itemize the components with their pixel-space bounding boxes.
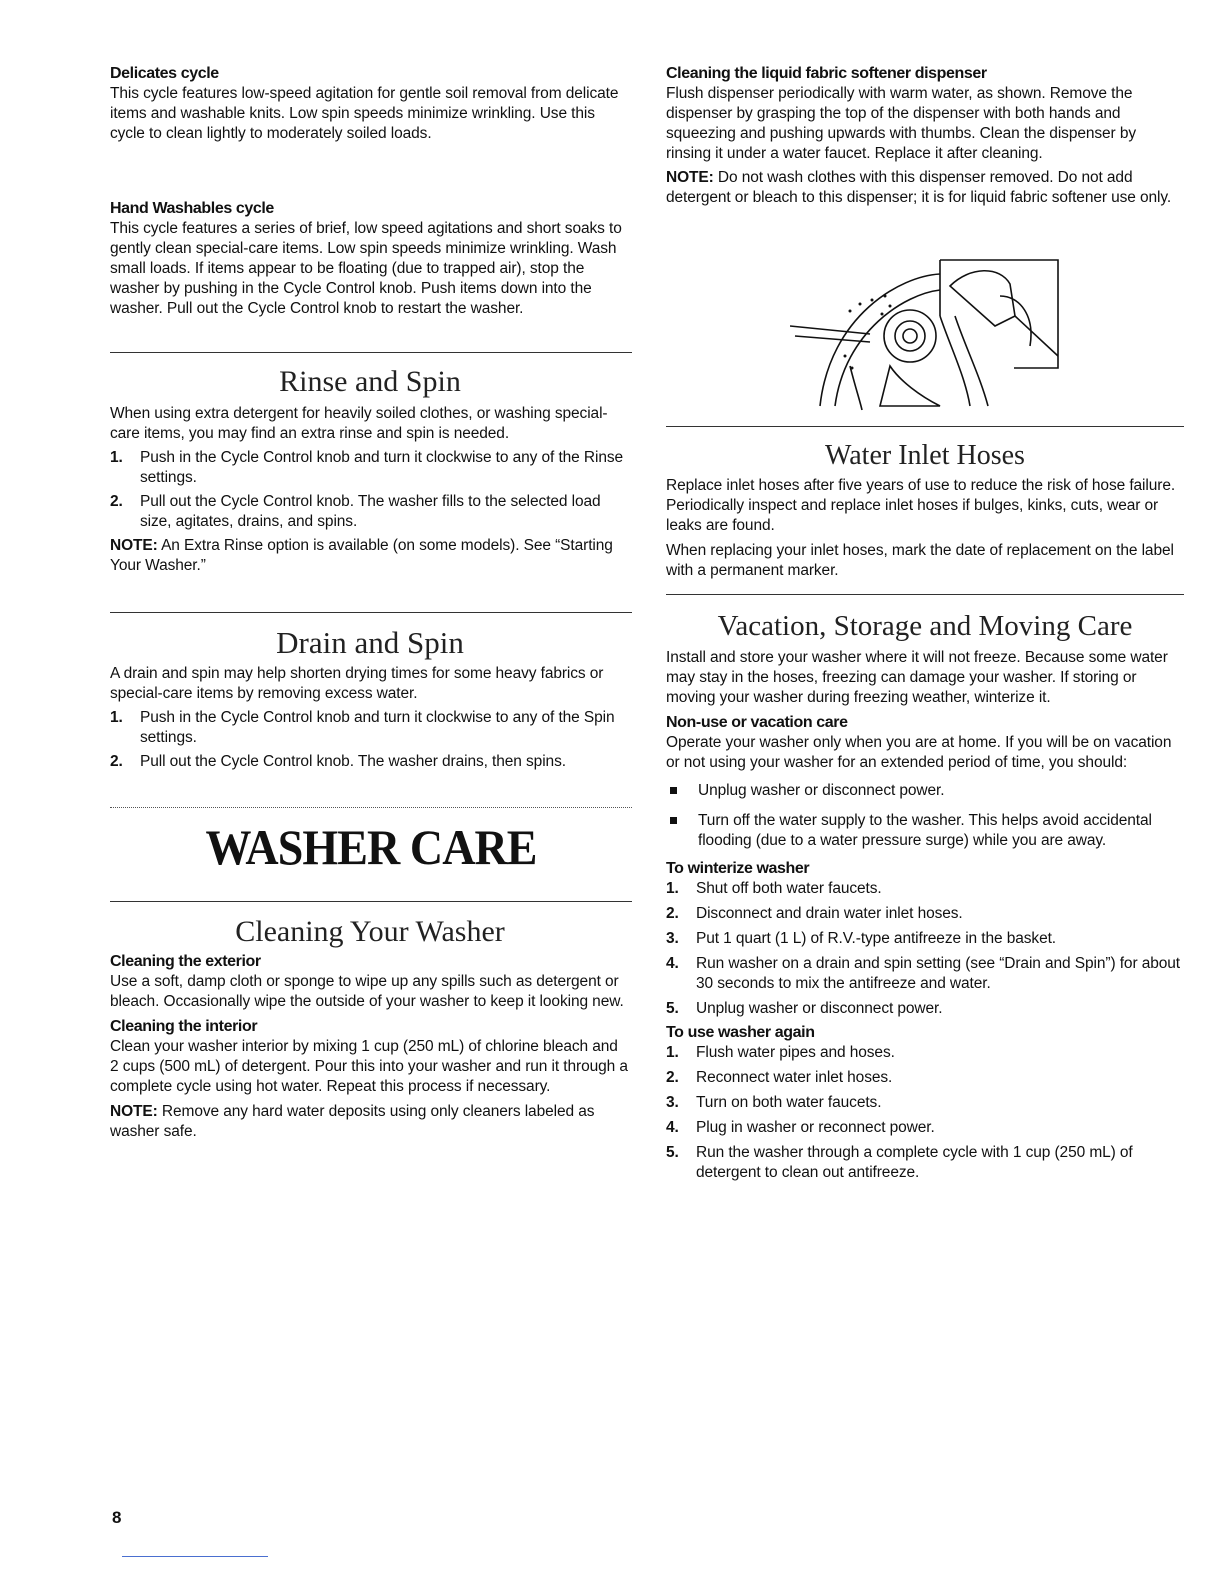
list-item: 3. Put 1 quart (1 L) of R.V.-type antifreeze in the basket. — [666, 930, 1057, 947]
delicates-heading: Delicates cycle — [110, 65, 219, 82]
list-item: 3. Turn on both water faucets. — [666, 1094, 882, 1111]
delicates-section — [110, 64, 630, 144]
cleaning-exterior-heading: Cleaning the exterior — [110, 953, 261, 970]
hand-washables-heading: Hand Washables cycle — [110, 200, 274, 217]
vacation-title: Vacation, Storage and Moving Care — [717, 610, 1133, 642]
hoses-section — [666, 436, 1184, 581]
softener-section — [666, 64, 1184, 208]
list-item: 1. Flush water pipes and hoses. — [666, 1044, 895, 1061]
nonuse-bullets — [666, 781, 1184, 851]
list-item: 5. Unplug washer or disconnect power. — [666, 1000, 943, 1017]
washer-care-title: WASHER CARE — [205, 819, 537, 875]
list-item: Turn off the water supply to the washer. This helps avoid accidental flooding (due to a water pressure surge) while you are away. — [666, 811, 1184, 851]
use-again-heading: To use washer again — [666, 1024, 815, 1041]
list-item: 4. Plug in washer or reconnect power. — [666, 1119, 935, 1136]
hoses-title: Water Inlet Hoses — [825, 440, 1025, 471]
use-again-steps — [666, 1043, 1184, 1183]
hand-washables-section — [110, 199, 630, 319]
winterize-steps — [666, 879, 1184, 1019]
winterize-heading: To winterize washer — [666, 860, 810, 877]
rinse-spin-intro: When using extra detergent for heavily soiled clothes, or washing special-care items, you may find an extra rinse and spin is needed. — [110, 405, 608, 442]
divider-washer-care — [110, 807, 632, 808]
list-item: Unplug washer or disconnect power. — [666, 781, 1184, 801]
drain-spin-title: Drain and Spin — [276, 625, 464, 660]
vacation-intro: Install and store your washer where it will not freeze. Because some water may stay in the hoses, freezing can damage your washer. If storing or moving your washer during freezing weather, winterize it. — [666, 649, 1168, 706]
nonuse-heading: Non-use or vacation care — [666, 714, 848, 731]
hand-washables-body: This cycle features a series of brief, low speed agitations and short soaks to gently clean special-care items. Low spin speeds minimize wrinkling. Wash small loads. If items appear to be floating (due to trapped air), stop the washer by pushing in the Cycle Control knob. Push items down into the washer. Pull out the Cycle Control knob to restart the washer. — [110, 220, 622, 317]
drain-spin-intro: A drain and spin may help shorten drying times for some heavy fabrics or special-care items by removing excess water. — [110, 665, 604, 702]
list-item: 2. Disconnect and drain water inlet hoses. — [666, 905, 963, 922]
washer-care-banner — [110, 818, 632, 876]
bullet-square — [670, 817, 677, 824]
dispenser-illustration-svg — [790, 256, 1062, 412]
page-number: 8 — [112, 1508, 122, 1527]
divider-drain — [110, 612, 632, 613]
cleaning-section — [110, 912, 630, 1142]
hoses-paragraph-1: Replace inlet hoses after five years of use to reduce the risk of hose failure. Periodically inspect and replace inlet hoses if bulges, kinks, cuts, wear or leaks are found. — [666, 477, 1176, 534]
dispenser-illustration — [790, 256, 1062, 412]
list-item: 1. Push in the Cycle Control knob and turn it clockwise to any of the Spin settings. — [110, 709, 615, 746]
cleaning-exterior-body: Use a soft, damp cloth or sponge to wipe up any spills such as detergent or bleach. Occasionally wipe the outside of your washer to keep it looking new. — [110, 973, 624, 1010]
divider-vacation — [666, 594, 1184, 595]
divider-hoses — [666, 426, 1184, 427]
list-item: 2. Reconnect water inlet hoses. — [666, 1069, 893, 1086]
rinse-spin-title: Rinse and Spin — [279, 365, 461, 398]
list-item: 1. Shut off both water faucets. — [666, 880, 882, 897]
list-item: 5. Run the washer through a complete cycle with 1 cup (250 mL) of detergent to clean out antifreeze. — [666, 1144, 1133, 1181]
softener-heading: Cleaning the liquid fabric softener dispenser — [666, 65, 987, 82]
cleaning-title: Cleaning Your Washer — [235, 915, 505, 948]
cleaning-interior-heading: Cleaning the interior — [110, 1018, 258, 1035]
list-item: 2. Pull out the Cycle Control knob. The washer drains, then spins. — [110, 753, 566, 770]
rinse-spin-section — [110, 364, 630, 576]
divider-rinse — [110, 352, 632, 353]
hoses-paragraph-2: When replacing your inlet hoses, mark the date of replacement on the label with a permanent marker. — [666, 542, 1174, 579]
drain-spin-section — [110, 622, 630, 772]
nonuse-body: Operate your washer only when you are at home. If you will be on vacation or not using your washer for an extended period of time, you should: — [666, 734, 1172, 771]
delicates-body: This cycle features low-speed agitation for gentle soil removal from delicate items and washable knits. Low spin speeds minimize wrinkling. Use this cycle to clean lightly to moderately soiled loads. — [110, 85, 619, 142]
list-item: 2. Pull out the Cycle Control knob. The washer fills to the selected load size, agitates, drains, and spins. — [110, 493, 601, 530]
softener-note: NOTE: Do not wash clothes with this dispenser removed. Do not add detergent or bleach to this dispenser; it is for liquid fabric softener use only. — [666, 169, 1172, 206]
drain-spin-steps — [110, 708, 630, 772]
cleaning-note: NOTE: Remove any hard water deposits using only cleaners labeled as washer safe. — [110, 1103, 595, 1140]
footer-rule — [122, 1556, 268, 1557]
rinse-spin-steps — [110, 448, 630, 532]
bullet-square — [670, 787, 677, 794]
list-item: 1. Push in the Cycle Control knob and turn it clockwise to any of the Rinse settings. — [110, 449, 624, 486]
cleaning-interior-body: Clean your washer interior by mixing 1 cup (250 mL) of chlorine bleach and 2 cups (500 mL) of detergent. Pour this into your washer and run it through a complete cycle using hot water. Repeat this process if necessary. — [110, 1038, 628, 1095]
list-item: 4. Run washer on a drain and spin setting (see “Drain and Spin”) for about 30 seconds to mix the antifreeze and water. — [666, 955, 1181, 992]
divider-cleaning — [110, 901, 632, 902]
rinse-spin-note: NOTE: An Extra Rinse option is available (on some models). See “Starting Your Washer.” — [110, 537, 613, 574]
softener-body: Flush dispenser periodically with warm water, as shown. Remove the dispenser by grasping the top of the dispenser with both hands and squeezing and pushing upwards with thumbs. Clean the dispenser by rinsing it under a water faucet. Replace it after cleaning. — [666, 85, 1136, 162]
vacation-section — [666, 604, 1184, 1183]
